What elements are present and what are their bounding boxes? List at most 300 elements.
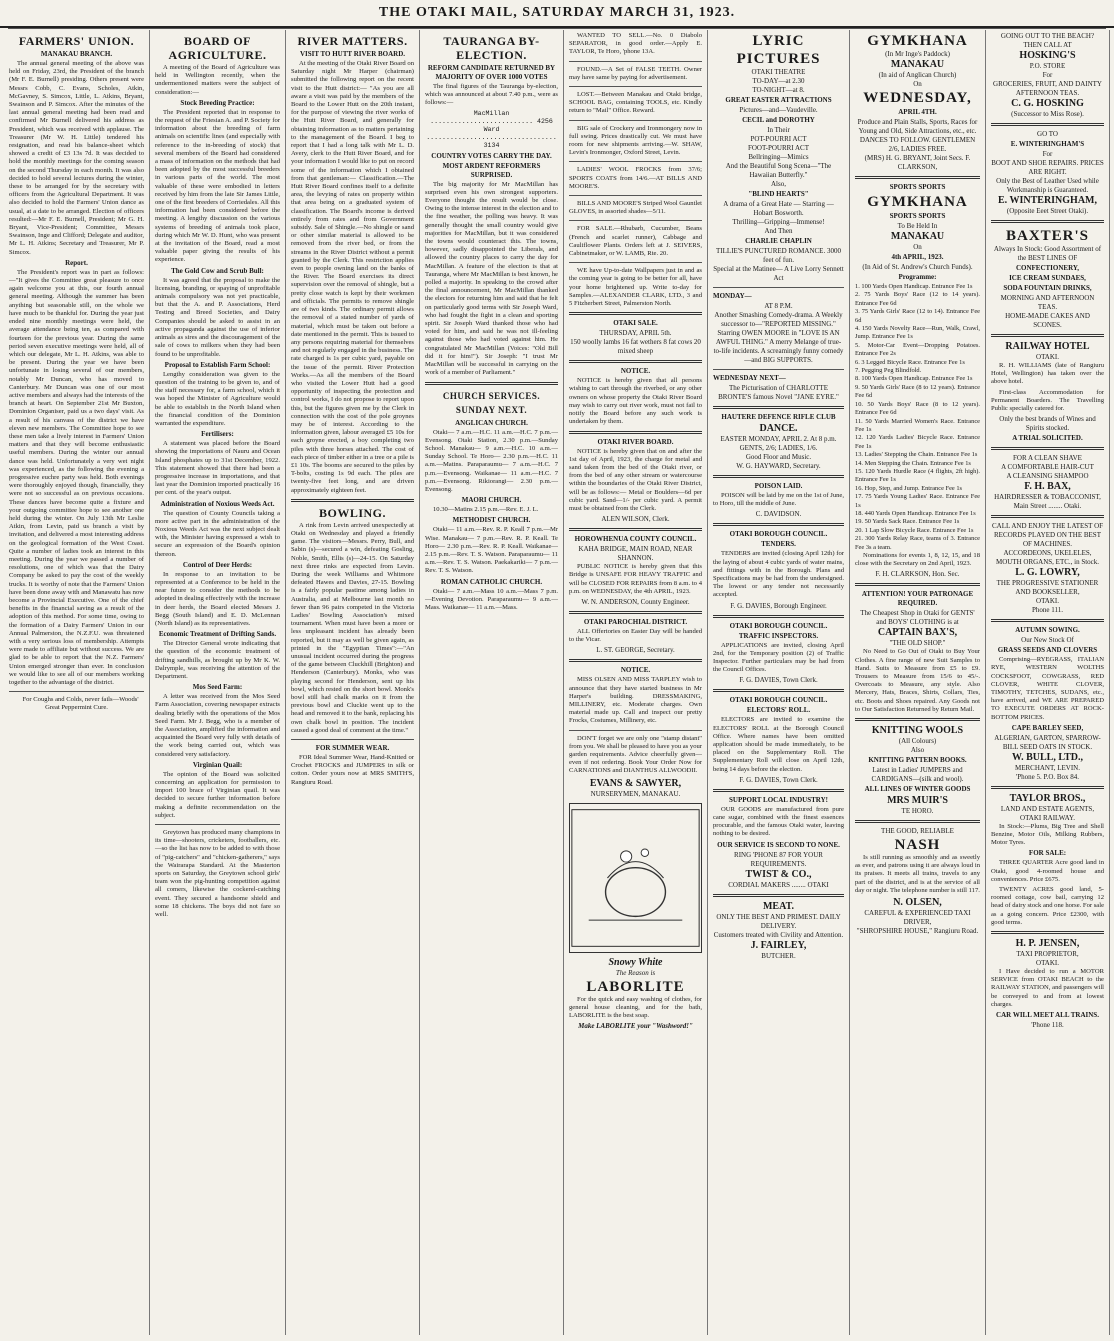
borough-heading: OTAKI BOROUGH COUNCIL. [729, 530, 828, 539]
ring-phone: RING 'PHONE 87 FOR YOUR REQUIREMENTS. [734, 850, 823, 868]
dressmaking-heading: NOTICE. [620, 666, 651, 675]
programme-item: 13. Ladies' Stepping the Chain. Entrance Fee 1s [855, 451, 978, 459]
winteringham-name: E. WINTERINGHAM, [998, 195, 1097, 206]
programme-item: 20. 1 Lap Slow Bicycle Race. Entrance Fee 1s [855, 526, 974, 534]
rc-heading: ROMAN CATHOLIC CHURCH. [440, 577, 543, 586]
divider [569, 120, 702, 121]
programme-item: 3. 75 Yards Girls' Race (12 to 14). Entrance Fee 6d [855, 308, 980, 324]
dressmaking-text: MISS OLSEN AND MISS TARPLEY wish to announce that they have started business in Mr Harper's building. DRESSMAKING, MILLINERY, etc. Moderate charges. Own material made up. Call and inspect our pretty Frocks, Costumes, Millinery, etc. [569, 676, 702, 725]
section-heading: Fertilisers: [201, 430, 234, 439]
divider [991, 447, 1104, 450]
programme-item: 16. Hop, Step, and Jump. Entrance Fee 1s [855, 484, 963, 492]
pictures-vaudeville: Pictures—and—Vaudeville. [739, 106, 818, 114]
divider [713, 615, 844, 618]
column-gymkhana [850, 30, 986, 1335]
notice-heading: NOTICE. [620, 367, 651, 376]
notice-text: NOTICE is hereby given that all persons wishing to cart through the riverbed, or any other owners on whose property the Otaki River Board may wish to carry out river work, must not fail to notify the Board before any such work is undertaken by them. [569, 377, 702, 426]
intro-text: The final figures of the Tauranga by-election, which was announced at about 7.40 p.m., were as follows:— [425, 83, 558, 107]
attention-heading: ATTENTION! YOUR PATRONAGE REQUIRED. [861, 590, 974, 608]
shampoo: A CLEANSING SHAMPOO [1006, 472, 1089, 481]
three-quarter-acre: THREE QUARTER Acre good land in Otaki, good 4-roomed house and conveniences. Price £675. [991, 859, 1104, 883]
programme-item: 8. 100 Yards Open Handicap. Entrance Fee 1s [855, 375, 973, 383]
laborlite-text: For the quick and easy washing of clothes, for general house cleaning, and for the bath, LABORLITE is the best soap. [569, 995, 702, 1019]
bax-text: No Need to Go Out of Otaki to Buy Your Clothes. A fine range of new Suit Samples to Hand. Suits to Measure from £5 to £9. Trousers to Measure from 15/6 to 45/-. Overcoats to Measure, any style. Also Mercery, Hats, Braces, Shirts, Collars, Ties, etc. Boots and Shoes repaired. Any Goods not to Our Satisfaction Returned by Return Mail. [855, 648, 980, 713]
subheading-manakau-branch: MANAKAU BRANCH. [40, 50, 113, 58]
programme-item: 19. 50 Yards Sack Race. Entrance Fee 1s [855, 518, 960, 526]
masthead-rule [8, 28, 1106, 29]
taylor-bros: TAYLOR BROS., [1009, 792, 1086, 804]
horowhenua-signature: W. N. ANDERSON, County Engineer. [581, 597, 690, 606]
otaki-railway: OTAKI RAILWAY. [1020, 813, 1075, 822]
cheapest-shop: The Cheapest Shop in Otaki for GENTS' and BOYS' CLOTHING is at [860, 609, 975, 627]
divider [569, 195, 702, 196]
methodist-heading: METHODIST CHURCH. [452, 516, 531, 525]
thrilling: Thrilling—Gripping—Immense! [732, 218, 825, 226]
nash-text: Is still running as smoothly and as sweetly as ever, and patrons using it are always loud in its praises. It meets all trains, travels to any part of the district, and is at the service of all day or night. The telephone number is still 117. [855, 854, 980, 894]
divider [991, 619, 1104, 622]
divider [155, 824, 280, 825]
church-heading: CHURCH SERVICES. SUNDAY NEXT. [442, 390, 541, 415]
column-classifieds [564, 30, 708, 1335]
old-shop: "THE OLD SHOP." [889, 639, 946, 648]
hp-jensen: H. P. JENSEN, [1015, 938, 1080, 950]
article-text: The big majority for Mr MacMillan has surprised even his own strongest supporters. Everyone thought the result would be close. Owing to the intense interest in the election and to the fine weather, the polling was heavy. It was generally thought the small country would give majorities for MacMillan, but it was considered the towns would counteract this. The towns, however, sadly disappointed the Liberals, and allowed the country places to carry the day for MacMillan. A feature of the election is that at Tauranga, where Mr MacMillan is best known, he polled a majority. In speaking to the crowd after the final announcement, Mr MacMillan thanked the electors for returning him and said that he felt on particularly good terms with Sir Joseph Ward, who had fought the fight in a clean and sporting spirit. Sir Joseph Ward thanked those who had voted for him, and said he was not ill-feeling against those who had voted against him. He congratulated Mr MacMillan (Voices: "Old Bill did it for him!"). Sir Joseph: "I trust Mr MacMillan will be successful in carrying on the work of a member of Parliament." [425, 180, 558, 377]
section-text: A statement was placed before the Board showing the importations of Nauru and Ocean Island phosphates up to 31st December, 1922. This statement showed that there had been a progressive increase in importations, and that last year the Dominion imported practically 16 per cent. of the year's output. [155, 440, 280, 497]
classified-ad: FOR SALE.—Rhubarb, Cucumber, Beans (French and scarlet runner), Cabbage and Cauliflower Plants. Orders left at J. SEIVERS, Cabinetmaker, or W. LAMB, Rte. 20. [569, 225, 702, 258]
divider [713, 689, 844, 692]
laborlite-illustration [569, 803, 702, 953]
programme-item: 4. 150 Yards Novelty Race—Run, Walk, Crawl, Jump. Entrance Fee 1s [855, 325, 980, 341]
april-date: APRIL 4TH. [898, 108, 937, 116]
section-heading: Mos Seed Farm: [192, 683, 243, 692]
laborlite-logo: LABORLITE [586, 978, 685, 995]
horowhenua-text: PUBLIC NOTICE is hereby given that this Bridge is UNSAFE FOR HEAVY TRAFFIC and will be CLOSED FOR REPAIRS from 8 a.m. to 4 p.m. on WEDNESDAY, the 4th APRIL, 1923. [569, 563, 702, 595]
hotel-text: R. H. WILLIAMS (late of Rangiuru Hotel, Wellington) has taken over the above hotel. [991, 362, 1104, 386]
rc-services: Otaki— 7 a.m.—Mass 10 a.m.—Mass 7 p.m.—Evening Devotion. Paraparaumu— 9 a.m.—Mass. Waikanae— 11 a.m.—Mass. [425, 587, 558, 611]
report-text: The President's report was in part as follows:—"It gives the Committee great pleasure to once again welcome you at this, our fourth annual general meeting. Although the summer has been anything but seasonable still, on the whole we have much to be thankful for. During the year just ended nine monthly meetings were held, the average attendance being ten, as compared with fourteen for the previous year. During the same period seven executive meetings were held, all of which our delegate, Mr L. H. Atkins, was able to be present. During the year we have been unfortunate in losing several of our members, notably Mr Duncan, who has moved to Canterbury. Mr Duncan was one of our most active members and always had the interests of the branch at heart. On September 21st Mr Buxton, Dominion Organiser, paid us a two days' visit. As a result of his canvass of the district we have eleven new members. The Committee hope to see these men take a lively interest in Farmers' Union matters and that they will become enthusiastic useful members. During the winter our annual dance was held. Unfortunately a very wet night was experienced, as the following the evening a progressive euchre party was held. Both evenings were thoroughly enjoyed though, financially, they were not so successful as on previous occasions. These dances have become quite a fixture and your outgoing committee hope to see another one held during the winter. On July 13th Mr Leslie Atkin, from Levin, paid us branch a visit by invitation, and delivered a most interesting address on the geological formation of the West Coast. Quite a number of ladies took an interest in this meeting. During the year we passed a number of resolutions, one of which was that the Dairy Company be asked to pay the cost of the weekly trucks. It is worthy of note that the Farmers' Union have been done away with and Manawatu has now become a Provincial Executive. One of the chief benefits in the financial saving as a result of the adoption of this method. For some time, owing to the formation of a Dairy Farmers' Union in our Annual Palmerston, the N.Z.F.U. was threatened with a very serious loss of membership. Attempts were made to affiliate but without success. We are glad to be able to report that the N.Z. Farmers' Union emerged stronger than ever. In conclusion we would like to see all of our members working together to the advantage of the district. [9, 268, 144, 687]
good-reliable: THE GOOD, RELIABLE [881, 827, 954, 836]
horowhenua-sub: KAHA BRIDGE, MAIN ROAD, NEAR SHANNON. [578, 545, 693, 563]
subheading-hutt-river: VISIT TO HUTT RIVER BOARD. [299, 50, 406, 58]
laborlite-drawing [570, 804, 701, 952]
programme-item: 2. 75 Yards Boys' Race (12 to 14 years). Entrance Fee 6d [855, 291, 980, 307]
tenders-heading: TENDERS. [761, 540, 796, 549]
summer-wear-heading: FOR SUMMER WEAR. [315, 744, 390, 753]
ice-cream: ICE CREAM SUNDAES, [1009, 274, 1086, 282]
tonight-time: TO-NIGHT—at 8. [752, 86, 805, 94]
confectionery: CONFECTIONERY, [1015, 264, 1080, 272]
section-heading: Control of Deer Herds: [182, 560, 253, 569]
charlie-chaplin: CHARLIE CHAPLIN [745, 237, 812, 245]
customers-line: Customers treated with Civility and Attention. [713, 930, 844, 939]
divider [713, 894, 844, 897]
latest-text: Latest in Ladies' JUMPERS and CARDIGANS—(silk and wool). [871, 766, 964, 784]
heading-farmers-union: FARMERS' UNION. [18, 34, 135, 48]
divider [569, 61, 702, 62]
hosking-heading: HOSKING'S [1019, 50, 1076, 61]
evans-sawyer-sub: NURSERYMEN, MANAKAU. [590, 789, 681, 798]
divider [569, 528, 702, 531]
shropshire-house: "SHROPSHIRE HOUSE," Rangiuru Road. [856, 927, 979, 936]
in-stock-text: In Stock:—Plums, Big Tree and Shell Benzine, Motor Oils, Milking Rubbers, Motor Tyres. [991, 822, 1104, 847]
lyric-heading: LYRIC PICTURES [736, 33, 821, 67]
section-heading: COUNTRY VOTES CARRY THE DAY. [431, 151, 552, 160]
section-heading: Virginian Quail: [192, 760, 243, 769]
special-matinee: Special at the Matinee— A Live Lorry Sennett Act [713, 265, 844, 282]
twenty-acres: TWENTY ACRES good land, 5-roomed cottage, cow bail, carrying 12 head of dairy stock and one horse. For sale as a going concern. Price £2300, with good terms. [991, 886, 1104, 926]
divider [713, 789, 844, 792]
laborlite-slogan: Make LABORLITE your "Washword!" [578, 1022, 693, 1031]
electors-heading: ELECTORS' ROLL. [746, 706, 811, 715]
divider [855, 176, 980, 179]
programme-item: 1. 100 Yards Open Handicap. Entrance Fee 1s [855, 283, 973, 290]
programme-item: 21. 300 Yards Relay Race, teams of 3. Entrance Fee 3s a team. [855, 535, 980, 551]
cordial-makers: CORDIAL MAKERS ........ OTAKI [728, 880, 829, 889]
summer-wear-text: FOR Ideal Summer Wear, Hand-Knitted or Crochet FROCKS and JUMPERS in silk or cotton. Order yours now at MRS SMITH'S, Rangiuru Road. [291, 754, 414, 786]
easter-monday: EASTER MONDAY, APRIL 2. At 8 p.m. [720, 435, 837, 443]
divider [713, 287, 844, 288]
divider [855, 820, 980, 823]
accordeons: ACCORDEONS, UKELELES, MOUTH ORGANS, ETC., in Stock. [995, 549, 1100, 567]
tenders-signature: F. G. DAVIES, Borough Engineer. [730, 601, 827, 610]
wednesday-heading: WEDNESDAY NEXT— [713, 374, 786, 382]
section-text: The opinion of the Board was solicited concerning an application for permission to import 100 brace of Virginian quail. It was decided to secure further information before making a definite recommendation on the subject. [155, 770, 280, 819]
haircut: A COMFORTABLE HAIR-CUT [1001, 463, 1094, 472]
river-board-signature: ALEN WILSON, Clerk. [601, 515, 670, 524]
jane-eyre: The Picturisation of CHARLOTTE BRONTE'S famous Novel "JANE EYRE." [718, 384, 839, 401]
heading-tauranga: TAURANGA BY-ELECTION. [443, 34, 540, 62]
fh-bax: F. H. BAX, [1024, 481, 1071, 493]
inge-paddock: (In Mr Inge's Paddock) [885, 50, 950, 58]
mrs-muir: MRS MUIR'S [887, 795, 948, 807]
butcher-title: BUTCHER. [761, 951, 796, 960]
cape-barley: CAPE BARLEY SEED, [1011, 723, 1084, 732]
all-colours: (All Colours) [898, 737, 937, 746]
phone-111: Phone 111. [1032, 606, 1063, 615]
foot-pourri: FOOT-POURRI ACT [747, 144, 809, 152]
bowling-text: A rink from Levin arrived unexpectedly at Otaki on Wednesday and played a friendly game. The visitors—Messrs. Perry, Bull, and Sabin (s)—secured a win, defeating Gosling, Noble, Smith, Ellis (s)—24-15. On Saturday next three rinks are expected from Levin. During the week Williams and Whitmore defeated Hawes and Davies, 27-15. Bowling is a fairly popular pastime among ladies in Australia, and at Melbourne last month no fewer than 96 pairs competed in the Victoria Ladies' Bowling Association's mixed tournament. When must have been a more or less unpleasant incident has already been reported, but it may as well be given again, as printed in the "Egyptian Times":—"An unusual incident occurred during the progress of the game between Cluckhill (Brighton) and Henderson (Canterbury). Monks, who was playing second for Henderson, sent up his bowl, which rested on the short bowl. Monk's bowl still had chalk marks on it from the previous bowl and Cluckie went up to the head and removed it to the bank, replacing his own chalk bowl in position. The incident caused a good deal of comment at the time." [291, 521, 414, 734]
divider [569, 86, 702, 87]
secretary-text: (MRS) H. G. BRYANT, Joint Secs. F. CLARKSON, [864, 154, 971, 171]
classified-ad: BIG sale of Crockery and Ironmongery now in full swing. Prices drastically cut. We must have room for new shipments arriving.—W. SHAW, Levin's Ironmonger, Oxford Street, Levin. [569, 124, 702, 157]
programme-item: 17. 75 Yards Young Ladies' Race. Entrance Fee 1s [855, 493, 980, 509]
manakau2-heading: MANAKAU [890, 231, 945, 242]
sale-items: 150 woolly lambs 16 fat wethers 8 fat cows 20 mixed sheep [570, 338, 701, 356]
divider [991, 123, 1104, 126]
heading-bowling: BOWLING. [318, 505, 386, 520]
sports-line: SPORTS SPORTS [889, 183, 946, 191]
hayward-secretary: W. G. HAYWARD, Secretary. [736, 462, 821, 470]
blind-hearts-desc: A drama of a Great Hate — Starring — Hobart Bosworth. [723, 200, 834, 217]
classified-ad: BILLS AND MOORE'S Striped Wool Gauntlet GLOVES, in assorted shades—5/11. [569, 200, 702, 216]
service-line: OUR SERVICE IS SECOND TO NONE. [717, 840, 840, 849]
horowhenua-heading: HOROWHENUA COUNTY COUNCIL. [574, 535, 697, 544]
teas-text: MORNING AND AFTERNOON TEAS. [1000, 294, 1095, 311]
programme-item: 9. 50 Yards Girls' Race (8 to 12 years). Entrance Fee 6d [855, 383, 980, 400]
divider [9, 691, 144, 692]
parochial-signature: L. ST. GEORGE, Secretary. [596, 646, 675, 655]
new-stock: Our New Stock Of [1021, 636, 1074, 645]
maori-services: 10.30—Matins 2.15 p.m.—Rev. E. J. L. [433, 506, 539, 514]
classified-ad: FOUND.—A Set of FALSE TEETH. Owner may have same by paying for advertisement. [569, 65, 702, 81]
tenders-text: TENDERS are invited (closing April 12th) for the laying of about 4 cubic yards of water mains, and fittings with in the Borough. Plans and Specifications may be had from the undersigned. The lowest or any tender not necessarily accepted. [713, 550, 844, 599]
cg-hosking: C. G. HOSKING [1011, 98, 1084, 109]
olsen-sub: CAREFUL & EXPERIENCED TAXI DRIVER, [864, 909, 971, 927]
clean-shave: FOR A CLEAN SHAVE [1013, 454, 1082, 463]
floor-music: Good Floor and Music. [745, 453, 812, 461]
and-then: And Then [764, 227, 793, 235]
traffic-text: APPLICATIONS are invited, closing April 2nd, for the Temporary position (2) of Traffic Inspector. Further particulars may be had from the Council Offices. [713, 641, 844, 674]
section-heading: Stock Breeding Practice: [180, 98, 255, 107]
hawaiian: And the Beautiful Song Scena—"The Hawaiian Butterfly." [725, 162, 832, 179]
snowy-white-text: Snowy White [608, 956, 663, 968]
reason-text: The Reason is [615, 968, 656, 977]
clarkson-signature: F. H. CLARKSON, Hon. Sec. [875, 570, 960, 579]
divider [569, 312, 702, 315]
wednesday-heading: WEDNESDAY, [863, 90, 972, 106]
leather-text: Only the Best of Leather Used while Workmanship is Guaranteed. [996, 177, 1099, 194]
otaki2-text: OTAKI. [1036, 597, 1059, 606]
section-heading: The Gold Cow and Scrub Bull: [171, 266, 264, 275]
bellringing: Bellringing—Mimics [748, 153, 809, 161]
monday-time: AT 8 P.M. [764, 302, 793, 310]
column-tauranga [420, 30, 564, 1335]
subheading-reform: REFORM CANDIDATE RETURNED BY MAJORITY OF OVER 1000 VOTES [427, 64, 556, 81]
divider [855, 583, 980, 586]
nash-heading: NASH [894, 837, 941, 854]
otaki-text: OTAKI. [1036, 353, 1059, 361]
column-river-matters [286, 30, 420, 1335]
hautere-heading: HAUTERE DEFENCE RIFLE CLUB [721, 413, 836, 421]
railway-hotel: RAILWAY HOTEL [1005, 341, 1090, 352]
divider [569, 161, 702, 162]
dances-text: DANCES TO FOLLOW. GENTLEMEN 2/6, LADIES FREE. [859, 136, 976, 153]
evans-sawyer-name: EVANS & SAWYER, [589, 777, 682, 789]
section-heading: Proposal to Establish Farm School: [164, 360, 271, 369]
st-andrews-aid: (In Aid of St. Andrew's Church Funds). [862, 263, 973, 271]
column-farmers-union [4, 30, 150, 1335]
records-text: CALL AND ENJOY THE LATEST OF RECORDS PLAYED ON THE BEST OF MACHINES. [991, 522, 1104, 549]
produce-text: Produce and Plain Stalls, Sports, Races for Young and Old, Side Attractions, etc., etc. [857, 118, 978, 135]
divider [991, 334, 1104, 337]
successor-text: (Successor to Miss Rose). [1011, 110, 1084, 118]
column-lyric-pictures [708, 30, 850, 1335]
wines-text: Only the best brands of Wines and Spirits stocked. [999, 415, 1096, 433]
po-store: P.O. STORE [1029, 62, 1066, 70]
poison-heading: POISON LAID. [754, 482, 803, 490]
section-text: The President reported that in response to the request of the Friesian A. and P. Society for information about the breeding of farm animals on scientific lines (and especially with reference to the in-breeding of stock) that several members of the Board had considered a mass of information on the methods that had been adopted by the most successful breeders in various parts of the world. The most valuable of these were embodied in letters received by him from the late Sir James Little, one of the first breeders of Corriedales. All this information had been considered before the meeting. A lengthy discussion on the various systems of breeding of animals took place, during which Mr W. D. Hunt, who was present at the invitation of the Board, read a most valuable paper giving the results of his experience. [155, 108, 280, 264]
divider [713, 475, 844, 478]
monday-program: Another Smashing Comedy-drama. A Weekly successor to—"REPORTED MISSING." Starring OWEN MOORE in "LOVE IS AN AWFUL THING." A merry Melange of true-to-life incidents. A screamingly funny comedy—and BIG SUPPORTS. [713, 311, 844, 364]
blind-hearts: "BLIND HEARTS" [748, 190, 809, 198]
electors-signature: F. G. DAVIES, Town Clerk. [739, 775, 818, 784]
meet-trains: CAR WILL MEET ALL TRAINS. [996, 1011, 1099, 1020]
programme-item: 14. Men Stepping the Chain. Entrance Fee 1s [855, 459, 971, 467]
result-ward: Ward ................................. 3134 [426, 126, 557, 150]
comprising-text: Comprising—RYEGRASS, ITALIAN RYE, WESTERN WOLTHS COCKSFOOT, COWGRASS, RED CLOVER, WHITE CLOVER, TIMOTHY, TETCHES, SUDANS, etc., have arrived, and WE ARE PREPARED TO EXECUTE ORDERS AT ROCK-BOTTOM PRICES. [991, 656, 1104, 721]
divider [291, 739, 414, 740]
on2-text: On [913, 243, 922, 251]
april2-date: 4th APRIL, 1923. [891, 253, 944, 261]
programme-item: 12. 120 Yards Ladies' Bicycle Race. Entrance Fee 1s [855, 434, 980, 450]
land-agents: LAND AND ESTATE AGENTS, [1000, 804, 1095, 813]
winter-goods: ALL LINES OF WINTER GOODS [864, 785, 971, 794]
parochial-heading: OTAKI PAROCHIAL DISTRICT. [583, 617, 688, 626]
result-macmillan: MacMillan .......................... 4256 [430, 109, 553, 125]
go-to: GO TO [1037, 130, 1058, 138]
sports-line2: SPORTS SPORTS [889, 212, 946, 220]
poison-text: POISON will be laid by me on the 1st of June, to Horo, till the middle of June. [713, 492, 844, 508]
also-text: Also, [771, 180, 786, 188]
tillie: TILLIE'S PUNCTURED ROMANCE. 3000 feet of fun. [716, 247, 841, 264]
cecil-dorothy: CECIL and DOROTHY [742, 116, 815, 124]
phone-118: 'Phone 118. [1031, 1021, 1064, 1030]
baxters-heading: BAXTER'S [1005, 228, 1090, 244]
classified-ad: LOST.—Between Manakau and Otaki bridge, SCHOOL BAG, containing TOOLS, etc. Kindly return to "Mail" Office. Reward. [569, 91, 702, 115]
sale-date: THURSDAY, APRIL 5th. [599, 329, 672, 338]
winteringham-heading: E. WINTERINGHAM'S [1010, 140, 1085, 148]
divider [569, 360, 702, 363]
pot-pourri: POT-POURRI ACT [750, 135, 807, 143]
cakes-text: HOME-MADE CAKES AND SCONES. [1005, 312, 1090, 329]
support-heading: SUPPORT LOCAL INDUSTRY! [729, 795, 828, 804]
programme-item: 15. 120 Yards Hurdle Race (4 flights, 2ft high). Entrance Fee 1s [855, 467, 980, 484]
section-text: A letter was received from the Mos Seed Farm Association, covering newspaper extracts dealing briefly with the operations of the Mos Seed Farm. Mr J. Begg, who is a member of the Association, amplified the information and acquainted the Board very fully with details of the work being carried out, which was considered very satisfactory. [155, 693, 280, 758]
column-local-ads [986, 30, 1110, 1335]
for-text: For [1042, 71, 1053, 79]
w-bull: W. BULL, LTD., [1012, 751, 1083, 763]
lyric-sub: OTAKI THEATRE [751, 68, 806, 76]
masthead [0, 0, 1114, 28]
opposite-text: (Opposite Eeet Street Otaki). [1006, 207, 1089, 215]
also-text: Also [910, 746, 925, 755]
in-their: In Their [767, 126, 790, 134]
trial-solicited: A TRIAL SOLICITED. [1012, 434, 1083, 443]
dance-heading: DANCE. [759, 423, 798, 434]
beach-heading: GOING OUT TO THE BEACH? THEN CALL AT [1000, 32, 1095, 49]
gymkhana-heading: GYMKHANA [867, 33, 968, 49]
algerian-oats: ALGERIAN, GARTON, SPARROW-BILL SEED OATS IN STOCK. [994, 733, 1101, 751]
report-heading: Report. [65, 258, 88, 267]
otaki3-text: OTAKI. [1036, 959, 1059, 968]
river-text: At the meeting of the Otaki River Board on Saturday night Mr Harper (chairman) submitted the following report on the recent visit to the Hutt district:— "As you are all aware a visit was paid by the members of the Board to the Lower Hutt on the 20th instant, for the purpose of viewing the river works of the Hutt River Board, and generally for obtaining information as to matters pertaining to the management of the Board. I beg to report that I had a long talk with Mr L. D. Avery, clerk to the Hutt River Board, and for your information I would like to put on record some of the information which I obtained from that gentleman:— Classification.—The Hutt River Board confines itself to a definite area, the levying of rates on property within that area being on a graduated system of classification. The Board's income is derived entirely from rates and from Government subsidy. Sale of Shingle.—No shingle or sand or other similar material is allowed to be removed from the river bed, or from the streams in the River District without a permit granted by the Clerk. This restriction applies even to people owning land on the banks of the River. The Board exercises its direct supervision over the removal of shingle, but a pretty close watch is kept by their workmen and officials. The permits to remove shingle are of two kinds. The ordinary permit allows the removal of a stated number of yards of material, which must be taken out before a date mentioned in the permit. This is issued to any persons requiring material for themselves and not regularly engaged in the business. The rate charged is 1s per cubic yard, payable on the issue of the permit. River Protection Works.—As all the members of the Board who visited the Lower Hutt had a good opportunity of inspecting the protection and control works, I do not propose to report upon this, but the figures given me by the Clerk in connection with the cost of the pole groynes may be of interest. According to the information given, labour averaged £5 10s for each groyne erected, a boy completing two piles with three horses attached. The cost of each piece of timber either in a tree or a pile is £1 10s. The booms are secured to the piles by T-bolts, costing 1s 9d each. The piles are twenty-five feet long, and are driven approximately eighteen feet. [291, 60, 414, 494]
greytown-text: Greytown has produced many champions in its time—shooters, cricketers, footballers, etc.—so the list has now to be added to with those of "pig-catchers" and "chicken-gatherers," says the Wairarapa Standard. At the Masterton sports on Saturday, the Greytown school girls' team won the pig-hunting competition against all comers, likewise the cockerel-catching event. They secured a handsome shield and some 18 chickens. The boys did not fare so well. [155, 829, 280, 919]
always-text: Always In Stock: Good Assortment of the BEST LINES OF [993, 245, 1102, 262]
divider [569, 431, 702, 434]
te-horo: TE HORO. [901, 807, 934, 816]
programme-item: 7. Pegging Peg Blindfold. [855, 367, 922, 375]
divider [713, 523, 844, 526]
divider [991, 220, 1104, 223]
borough-heading: OTAKI BOROUGH COUNCIL. [729, 696, 828, 705]
olsen-name: N. OLSEN, [893, 897, 942, 909]
divider [855, 718, 980, 721]
groceries-text: GROCERIES, FRUIT, AND DAINTY AFTERNOON TEAS. [993, 80, 1102, 97]
programme-item: 5. Motor-Car Event—Dropping Potatoes. Entrance Fee 2s [855, 341, 980, 358]
sale-heading: OTAKI SALE. [613, 319, 658, 328]
heading-river-matters: RIVER MATTERS. [297, 34, 408, 48]
classified-ad: LADIES' WOOL FROCKS from 37/6; SPORTS COATS from 14/6.—AT BILLS AND MOORE'S. [569, 166, 702, 190]
section-heading: MOST ARDENT REFORMERS SURPRISED. [442, 161, 541, 179]
for2-text: For [1042, 150, 1053, 158]
divider [713, 406, 844, 409]
section-text: It was agreed that the proposal to make the licensing, branding, or spaying of unprofitable animals compulsory was not yet practicable, but that the A. and P. Associations, Herd Testing and Breed Societies, and Dairy Companies should be asked to assist in an active propaganda against the use of inferior animals as sires and the discouragement of the sale of cows to milkers when they had been found to be unprofitable. [155, 276, 280, 358]
captain-bax: CAPTAIN BAX'S, [877, 627, 958, 639]
manakau-heading: MANAKAU [890, 59, 945, 70]
section-text: Lengthy consideration was given to the question of the training to be given to, and of the staff necessary for, a farm school, which it was hoped the Minister of Agriculture would be able to establish in the North Island when the financial condition of the Dominion warranted the expenditure. [155, 370, 280, 427]
section-heading: Economic Treatment of Drifting Sands. [158, 630, 277, 639]
parochial-text: ALL Offertories on Easter Day will be handed to the Vicar. [569, 627, 702, 644]
great-easter: GREAT EASTER ATTRACTIONS [725, 96, 832, 104]
electors-text: ELECTORS are invited to examine the ELECTORS' ROLL at the Borough Council Office. Where names have been omitted application should be made immediately, to be placed on the Supplementary Roll. The Supplementary Roll will close on April 12th, being 14 days before the election. [713, 716, 844, 773]
grass-seeds: GRASS SEEDS AND CLOVERS [997, 646, 1098, 655]
divider [991, 786, 1104, 789]
divider [569, 659, 702, 662]
monday-heading: MONDAY— [713, 292, 752, 300]
maori-heading: MAORI CHURCH. [461, 496, 522, 505]
section-text: The Director General wrote indicating that the question of the economic treatment of drifting sandhills, as brought up by Mr K. W. Dalrymple, was receiving the attention of the Department. [155, 640, 280, 680]
traffic-signature: F. G. DAVIES, Town Clerk. [739, 676, 818, 685]
today-time: TO-DAY—at 2.30 [752, 77, 805, 85]
for-sale-heading: FOR SALE: [1028, 849, 1067, 858]
support-text: OUR GOODS are manufactured from pure cane sugar, combined with the finest essences procurable, and the famous Otaki water, leaving nothing to be desired. [713, 805, 844, 838]
heading-board-of-agriculture: BOARD OF AGRICULTURE. [168, 34, 267, 62]
autumn-sowing: AUTUMN SOWING. [1015, 626, 1080, 635]
dance-prices: GENTS, 2/6; LADIES, 1/6. [739, 444, 818, 452]
river-board-heading: OTAKI RIVER BOARD. [597, 437, 674, 446]
fairley-name: J. FAIRLEY, [750, 939, 807, 951]
soda-fountain: SODA FOUNTAIN DRINKS, [1003, 284, 1092, 292]
programme-item: 6. 3 Legged Bicycle Race. Entrance Fee 1s [855, 358, 965, 366]
divider [569, 262, 702, 263]
river-board-text: NOTICE is hereby given that on and after the 1st day of April, 1923, the charge for metal and sand taken from the bed of the Otaki river, or from the bed of any other stream or watercourse within the boundaries of the Otaki River District, will be as follows:— Metal or Boulders—6d per cubic yard. Sand—1/- per cubic yard. A permit must be obtained from the Clerk. [569, 447, 702, 512]
accommodation-text: First-class Accommodation for Permanent Boarders. The Travelling Public specially catered for. [991, 388, 1104, 413]
section-text: In response to an invitation to be represented at a Conference to be held in the near future to consider the methods to be adopted in dealing effectively with the increase in deer herds, the Board elected Messrs J. Begg (South Island) and E. D. McLennan (North Island) as its representatives. [155, 570, 280, 627]
programme-item: 18. 440 Yards Open Handicap. Entrance Fee 1s [855, 509, 976, 517]
taxi-proprietor: TAXI PROPRIETOR, [1016, 950, 1079, 959]
phone-box: 'Phone 5. P.O. Box 84. [1015, 772, 1080, 781]
traffic-heading: TRAFFIC INSPECTORS. [738, 631, 819, 640]
held-in: To Be Held In [897, 222, 938, 230]
divider [569, 730, 702, 731]
classified-ad: WE have Up-to-date Wallpapers just in and as the coming year is going to be better for all, have your home brightened up. Write to-day for Samples.—ALEXANDER CLARK, LTD., 3 and 5 Fitzherbert Street, Palmerston North. [569, 267, 702, 308]
divider [713, 369, 844, 370]
knitting-pattern-books: KNITTING PATTERN BOOKS. [868, 756, 967, 765]
divider [569, 220, 702, 221]
anglican-services: Otaki— 7 a.m.—H.C. 11 a.m.—H.C. 7 p.m.—Evensong. Otaki Station, 2.30 p.m.—Sunday School. Manakau— 9 a.m.—H.C. 10 a.m.—Sunday School. Te Horo— 2.30 p.m.—H.C. 11 a.m.—Matins. Paraparaumu— 7 a.m.—H.C. 7 p.m.—Evensong. Waikanae— 11 a.m.—H.C. 7 p.m.—Evensong. Rikiorangi— 2.30 p.m.—Evensong. [425, 428, 558, 493]
section-text: The question of County Councils taking a more active part in the administration of the Noxious Weeds Act was the next subject dealt with, the Minister having expressed a wish to secure an expression of the Board's opinion thereon. [155, 509, 280, 558]
meat-heading: MEAT. [762, 900, 794, 912]
hairdresser: HAIRDRESSER & TOBACCONIST, Main Street ........ Otaki. [994, 493, 1101, 511]
divider [569, 611, 702, 614]
column-board-of-agriculture [150, 30, 286, 1335]
nominations-text: Nominations for events 1, 8, 12, 15, and 18 close with the Secretary on 2nd April, 1923. [855, 552, 980, 568]
meat-sub: ONLY THE BEST AND PRIMEST. DAILY DELIVERY. [716, 912, 841, 930]
section-heading: Administration of Noxious Weeds Act. [160, 499, 275, 508]
intro-text: A meeting of the Board of Agriculture was held in Wellington recently, when the undermentioned matters were the subject of consideration:— [155, 64, 280, 96]
nursery-text: DON'T forget we are only one "stamp distant" from you. We shall be pleased to have you as your garden requirements. Advice cheerfully given—even if not ordering. Book Your Order Now for CARNATIONS and DIANTHUS ALLWOODII. [569, 734, 702, 775]
divider [991, 515, 1104, 518]
boot-repairs: BOOT AND SHOE REPAIRS. PRICES ARE RIGHT. [991, 159, 1104, 176]
stationer: THE PROGRESSIVE STATIONER AND BOOKSELLER, [996, 579, 1099, 597]
article-text: The annual general meeting of the above was held on Friday, 23rd, the President of the branch (Mr F. E. Burnell) presiding. Others present were Messrs Cobb, C. Evans, Scholes, Atkin, McGavney, S. Simcox, Little, L. Atkins, Bryant, Swainson and P. Simcox. After the minutes of the last annual general meeting had been read and confirmed Mr Burnell delivered his address as President, which was received with applause. The Treasurer (Mr W. H. Little) tendered his resignation, and read his balance-sheet which showed a credit of £3 13s 7d. It was decided to hold the monthly meetings for the coming season on the second Thursday in each month. It was also decided to hold several lectures during the winter, these to be arranged for by the secretary with officers from the Agricultural Department. It was also decided to hold the Farmers' Union dance as usual, at a date to be arranged. Election of officers resulted:—Mr F. E. Burnell, President; Mr G. H. Bryant, Vice-President; Committee, Messrs Swainson, Inge and Clifford; Delegate and auditor, Mr L. H. Atkins; Secretary and Treasurer, Mr P. Simcox. [9, 60, 144, 256]
masthead-title: THE OTAKI MAIL, SATURDAY MARCH 31, 1923. [378, 5, 736, 20]
knitting-wools: KNITTING WOOLS [871, 725, 964, 737]
borough-heading: OTAKI BOROUGH COUNCIL. [729, 621, 828, 630]
anglican-aid: (In aid of Anglican Church) [878, 71, 957, 79]
programme-item: 10. 50 Yards Boys' Race (8 to 12 years). Entrance Fee 6d [855, 400, 980, 417]
gymkhana2-heading: GYMKHANA [867, 194, 968, 210]
